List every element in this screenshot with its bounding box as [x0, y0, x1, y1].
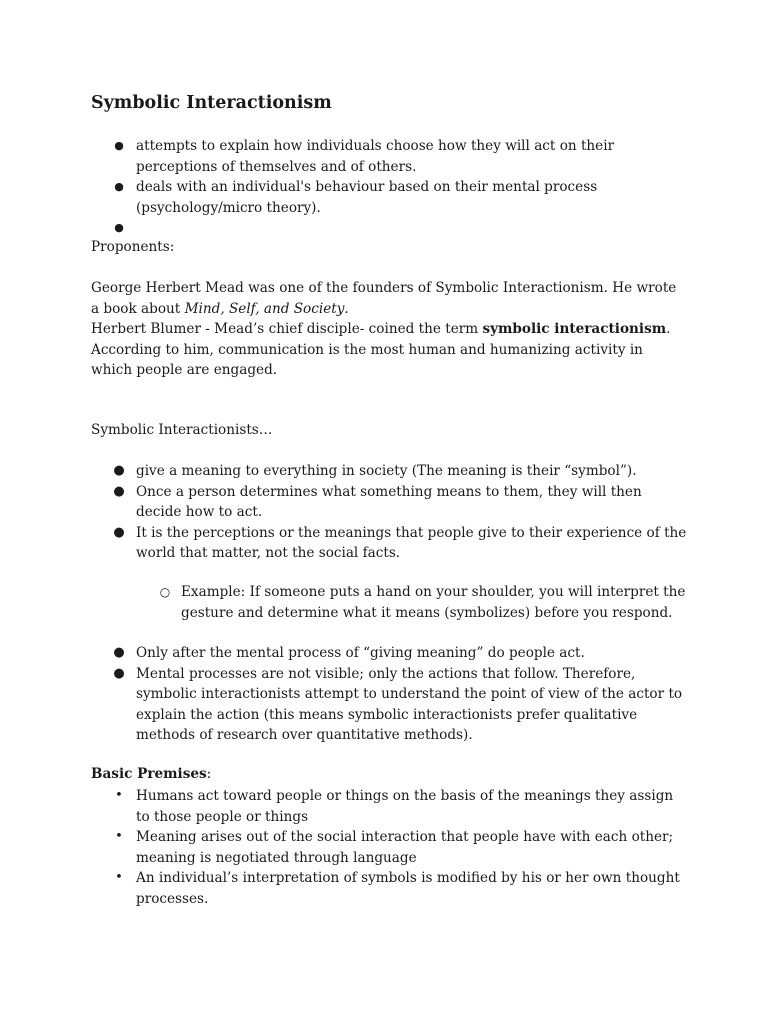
list-item	[91, 582, 691, 623]
list-item-text: give a meaning to everything in society (The meaning is their “symbol”).	[136, 463, 637, 479]
premises-label: Basic Premises	[91, 766, 207, 782]
mead-text: George Herbert Mead was one of the founders of Symbolic Interactionism. He wrote a book about	[91, 280, 677, 317]
list-item-text: Only after the mental process of “giving meaning” do people act.	[136, 645, 585, 661]
list-item	[91, 643, 691, 664]
list-item	[91, 786, 691, 827]
bullet-icon: ●	[113, 524, 125, 540]
list-item	[91, 868, 691, 909]
mead-paragraph	[91, 278, 681, 319]
bullet-icon: ●	[114, 180, 124, 193]
list-item	[91, 461, 691, 482]
bullet-icon: •	[115, 870, 123, 885]
example-text: Example: If someone puts a hand on your shoulder, you will interpret the gesture and determine what it means (symbolizes) before you respond.	[181, 584, 686, 621]
list-item	[91, 177, 691, 218]
book-title: Mind, Self, and Society	[184, 300, 345, 317]
interactionist-bullet-list	[91, 461, 691, 564]
list-item	[91, 664, 691, 746]
example-sub-list	[91, 582, 691, 623]
bullet-icon: ●	[113, 483, 125, 499]
bullet-icon: ●	[113, 463, 125, 478]
intro-bullet-list	[91, 136, 691, 234]
premises-colon: :	[206, 766, 212, 782]
blumer-paragraph	[91, 319, 681, 381]
interactionists-label: Symbolic Interactionists…	[91, 422, 273, 438]
premises-heading	[91, 764, 681, 785]
blumer-text-after: . According to him, communication is the most human and humanizing activity in which people are engaged.	[91, 321, 671, 378]
more-bullet-list	[91, 643, 691, 746]
term-bold: symbolic interactionism	[482, 321, 667, 337]
bullet-icon: ●	[113, 665, 125, 681]
proponents-label: Proponents:	[91, 239, 175, 255]
list-item-text: attempts to explain how individuals choose how they will act on their perceptions of themselves and of others.	[136, 138, 615, 175]
bullet-icon: •	[115, 829, 123, 844]
list-item	[91, 523, 691, 564]
bullet-icon: ●	[114, 221, 124, 234]
list-item-text: An individual’s interpretation of symbols is modified by his or her own thought processes.	[136, 870, 680, 907]
list-item	[91, 827, 691, 868]
bullet-icon: ●	[113, 645, 125, 660]
list-item-text: It is the perceptions or the meanings that people give to their experience of the world that matter, not the social facts.	[136, 524, 687, 561]
list-item-text: Once a person determines what something means to them, they will then decide how to act.	[136, 483, 642, 520]
bullet-icon: ●	[114, 139, 124, 152]
list-item	[91, 136, 691, 177]
mead-end: .	[344, 300, 349, 317]
premises-list	[91, 786, 691, 909]
list-item-text: Mental processes are not visible; only the actions that follow. Therefore, symbolic interactionists attempt to understand the point of view of the actor to explain the action (this means symbolic interactionists prefer qualitative methods of research over quantitative methods).	[136, 665, 683, 743]
blumer-text: Herbert Blumer - Mead’s chief disciple- coined the term	[91, 321, 483, 337]
bullet-icon: •	[115, 788, 123, 803]
list-item	[91, 482, 691, 523]
list-item-text: deals with an individual's behaviour based on their mental process (psychology/micro theory).	[136, 179, 598, 216]
list-item-text: Meaning arises out of the social interaction that people have with each other; meaning is negotiated through language	[136, 829, 674, 866]
list-item-text: Humans act toward people or things on the basis of the meanings they assign to those people or things	[136, 788, 674, 825]
circle-bullet-icon: ○	[159, 585, 171, 599]
page-title: Symbolic Interactionism	[91, 93, 332, 113]
